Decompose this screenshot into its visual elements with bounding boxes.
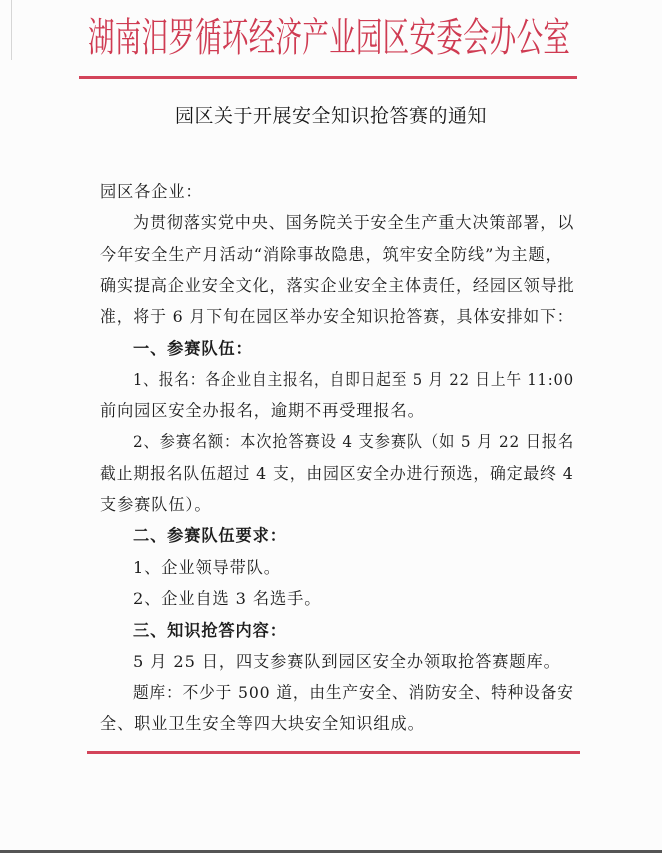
notice-title: 园区关于开展安全知识抢答赛的通知 xyxy=(174,105,487,127)
section-line: 1、企业领导带队。 xyxy=(133,558,281,577)
section-line: 支参赛队伍）。 xyxy=(100,495,212,514)
section-line: 截止期报名队伍超过 4 支，由园区安全办进行预选，确定最终 4 xyxy=(100,464,574,483)
section-line: 1、报名：各企业自主报名，自即日起至 5 月 22 日上午 11:00 xyxy=(133,370,574,389)
section-line: 全、职业卫生安全等四大块安全知识组成。 xyxy=(100,714,425,733)
letterhead-red-rule xyxy=(79,76,577,79)
intro-line: 今年安全生产月活动“消除事故隐患，筑牢安全防线”为主题， xyxy=(100,245,563,264)
intro-line: 确实提高企业安全文化，落实企业安全主体责任，经园区领导批 xyxy=(100,276,575,295)
intro-line: 为贯彻落实党中央、国务院关于安全生产重大决策部署，以 xyxy=(133,213,575,232)
section-heading-requirements: 二、参赛队伍要求： xyxy=(133,526,287,545)
section-heading-teams: 一、参赛队伍： xyxy=(133,339,253,358)
salutation: 园区各企业： xyxy=(100,182,203,201)
section-line: 前向园区安全办报名，逾期不再受理报名。 xyxy=(100,401,425,420)
section-line: 5 月 25 日，四支参赛队到园区安全办领取抢答赛题库。 xyxy=(133,652,561,671)
section-line: 题库：不少于 500 道，由生产安全、消防安全、特种设备安 xyxy=(133,683,574,702)
letterhead-title: 湖南汨罗循环经济产业园区安委会办公室 xyxy=(88,15,571,61)
intro-line: 准，将于 6 月下旬在园区举办安全知识抢答赛，具体安排如下： xyxy=(100,307,574,326)
scan-edge-line xyxy=(11,0,12,60)
section-line: 2、参赛名额：本次抢答赛设 4 支参赛队（如 5 月 22 日报名 xyxy=(133,432,575,451)
footer-red-rule xyxy=(87,751,580,754)
section-line: 2、企业自选 3 名选手。 xyxy=(133,589,322,608)
section-heading-content: 三、知识抢答内容： xyxy=(133,621,287,640)
